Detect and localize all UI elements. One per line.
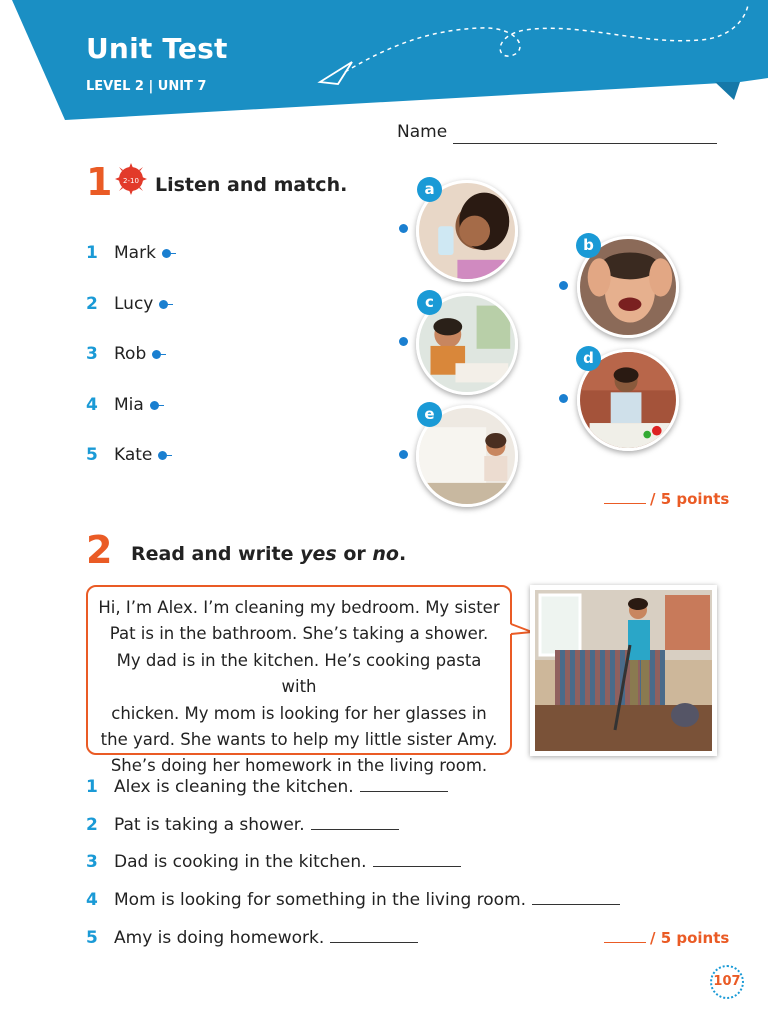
- points-label: / 5 points: [650, 490, 730, 508]
- item-number: 5: [86, 445, 98, 465]
- match-dot[interactable]: [152, 350, 161, 359]
- answer-blank[interactable]: [311, 828, 399, 830]
- item-name: Mia: [114, 395, 144, 415]
- match-dot[interactable]: [162, 249, 171, 258]
- question-row: 5 Amy is doing homework.: [86, 928, 418, 948]
- name-field[interactable]: [453, 143, 717, 144]
- picture-dot-b[interactable]: [559, 281, 568, 290]
- exercise-1-number: 1: [86, 160, 113, 204]
- match-dot[interactable]: [158, 451, 167, 460]
- item-number: 3: [86, 344, 98, 364]
- cd-track-label: 2-10: [123, 177, 139, 185]
- match-item: [86, 445, 167, 465]
- score-blank[interactable]: [604, 942, 646, 943]
- answer-blank[interactable]: [373, 865, 461, 867]
- answer-blank[interactable]: [330, 941, 418, 943]
- picture-label-b: b: [576, 233, 601, 258]
- item-name: Lucy: [114, 294, 154, 314]
- item-name: Kate: [114, 445, 153, 465]
- name-label: Name: [397, 122, 448, 142]
- question-row: 3 Dad is cooking in the kitchen.: [86, 852, 461, 872]
- picture-dot-d[interactable]: [559, 394, 568, 403]
- item-number: 2: [86, 294, 98, 314]
- cd-audio-icon: [114, 162, 148, 196]
- match-item: [86, 395, 159, 415]
- exercise-1-score: [604, 490, 729, 508]
- picture-label-a: a: [417, 177, 442, 202]
- exercise-2-title: Read and write yes or no.: [131, 543, 407, 565]
- item-name: Rob: [114, 344, 147, 364]
- exercise-2-score: [604, 929, 729, 947]
- points-label: / 5 points: [650, 929, 730, 947]
- match-item: [86, 294, 168, 314]
- match-dot[interactable]: [159, 300, 168, 309]
- picture-label-c: c: [417, 290, 442, 315]
- item-number: 4: [86, 395, 98, 415]
- picture-dot-e[interactable]: [399, 450, 408, 459]
- item-number: 1: [86, 243, 98, 263]
- photo-boy-vacuuming: [530, 585, 717, 756]
- picture-dot-c[interactable]: [399, 337, 408, 346]
- score-blank[interactable]: [604, 503, 646, 504]
- question-row: 2 Pat is taking a shower.: [86, 815, 399, 835]
- match-item: [86, 243, 171, 263]
- match-dot[interactable]: [150, 401, 159, 410]
- picture-label-e: e: [417, 402, 442, 427]
- match-item: [86, 344, 161, 364]
- answer-blank[interactable]: [360, 790, 448, 792]
- picture-dot-a[interactable]: [399, 224, 408, 233]
- page-title: Unit Test: [86, 32, 228, 65]
- level-unit-label: LEVEL 2 | UNIT 7: [86, 79, 207, 94]
- reading-passage: Hi, I’m Alex. I’m cleaning my bedroom. My sister Pat is in the bathroom. She’s taking a shower. My dad is in the kitchen. He’s cooking pasta with chicken. My mom is looking for her glasses in the yard. She wants to help my little sister Amy. She’s doing her homework in the living room.: [86, 585, 512, 755]
- exercise-2-number: 2: [86, 528, 113, 572]
- item-name: Mark: [114, 243, 156, 263]
- exercise-1-title: Listen and match.: [155, 174, 348, 196]
- answer-blank[interactable]: [532, 903, 620, 905]
- question-row: 4 Mom is looking for something in the living room.: [86, 890, 620, 910]
- page-number: 107: [710, 965, 744, 999]
- picture-label-d: d: [576, 346, 601, 371]
- question-row: 1 Alex is cleaning the kitchen.: [86, 777, 448, 797]
